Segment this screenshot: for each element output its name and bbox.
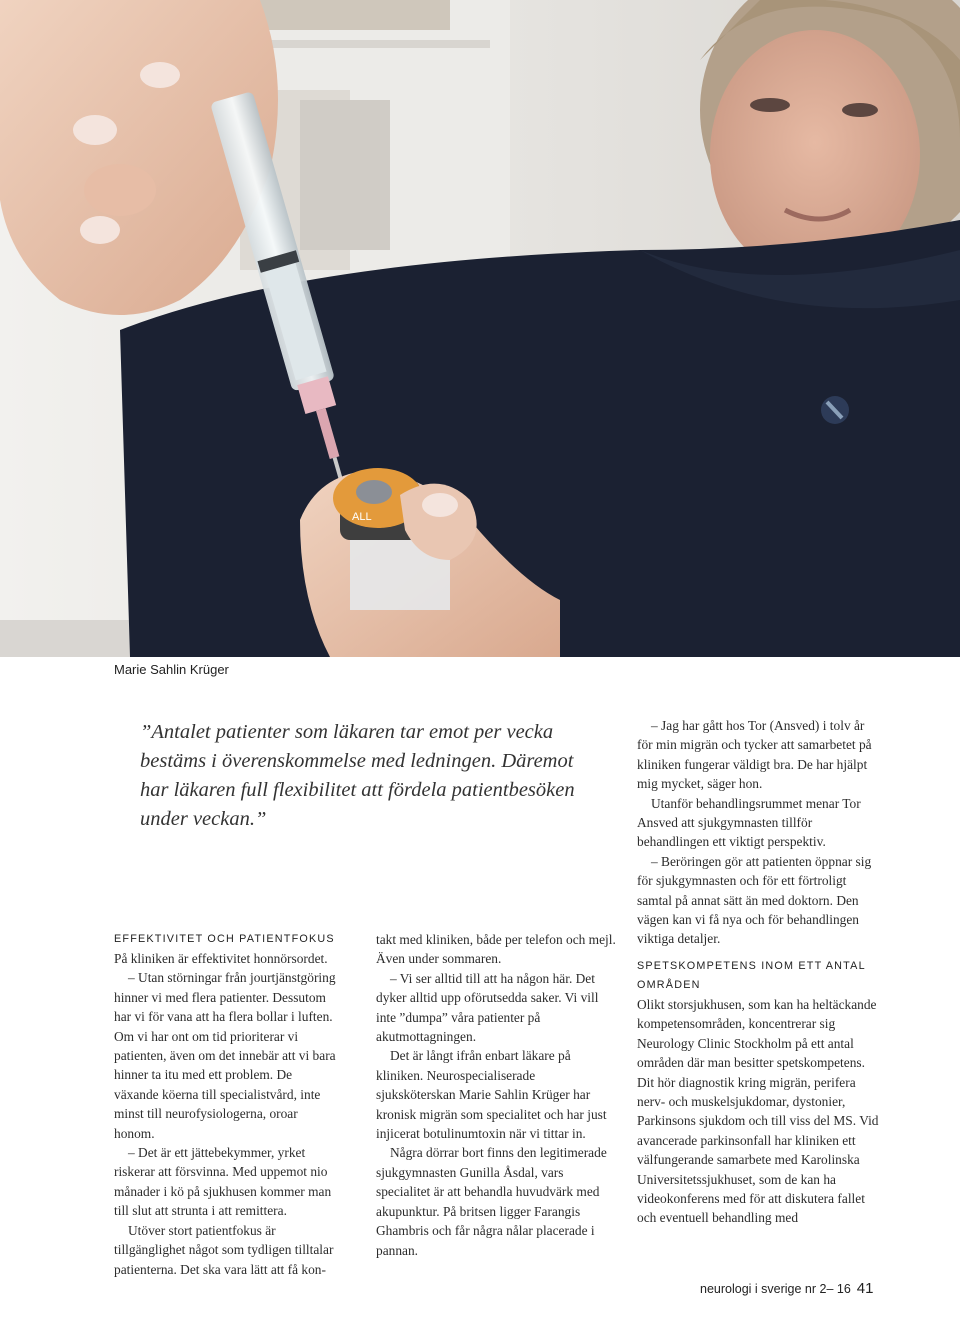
paragraph: Utöver stort patientfokus är tillgänglighet något som tydligen tilltalar patienterna. Det ska vara lätt att få kon- bbox=[114, 1222, 334, 1277]
text-column-3 bbox=[637, 716, 880, 1228]
section-heading-spetskompetens: SPETSKOMPETENS INOM ETT ANTAL OMRÅDEN bbox=[637, 959, 866, 991]
photo-caption: Marie Sahlin Krüger bbox=[114, 662, 229, 677]
pull-quote: ”Antalet patienter som läkaren tar emot per vecka bestäms i överenskommelse med ledningen. Däremot har läkaren full flexibilitet att fördela patientbesöken under veckan.” bbox=[140, 721, 575, 830]
article-photo bbox=[0, 0, 960, 657]
paragraph: Det är långt ifrån enbart läkare på kliniken. Neurospecialiserade sjuksköterskan Marie Sahlin Krüger har kronisk migrän som specialitet och har just injicerat botulinumtoxin när vi tittar in. bbox=[376, 1048, 607, 1142]
paragraph: – Vi ser alltid till att ha någon här. Det dyker alltid upp oförutsedda saker. Vi vill inte ”dumpa” våra patienter på akutmottagningen. bbox=[376, 970, 599, 1045]
paragraph: Olikt storsjukhusen, som kan ha heltäckande kompetensområden, koncentrerar sig Neurology Clinic Stockholm på ett antal områden där man besitter spetskompetens. Dit hör diagnostik kring migrän, perifera nerv- och muskelsjukdomar, dystonier, Parkinsons sjukdom och till viss del MS. Vid avancerade parkinsonfall har kliniken ett välfungerande samarbete med Karolinska Universitetssjukhuset, som de kan ha videokonferens med för att diskutera fallet och eventuell behandling med bbox=[637, 996, 879, 1226]
page-number: 41 bbox=[856, 1280, 874, 1297]
paragraph: – Det är ett jättebekymmer, yrket riskerar att försvinna. Med uppemot nio månader i kö på sjukhusen kommer man till slut att strunta i att remittera. bbox=[114, 1145, 332, 1219]
text-column-2 bbox=[376, 930, 616, 1260]
section-heading-effektivitet: EFFEKTIVITET OCH PATIENTFOKUS bbox=[114, 933, 335, 945]
paragraph: Utanför behandlingsrummet menar Tor Ansved att sjukgymnasten tillför behandlingen ett viktigt perspektiv. bbox=[637, 795, 861, 850]
vial-label: ALL bbox=[352, 511, 372, 523]
text-column-1 bbox=[114, 930, 339, 1279]
paragraph: takt med kliniken, både per telefon och mejl. Även under sommaren. bbox=[376, 932, 616, 967]
paragraph: – Beröringen gör att patienten öppnar sig för sjukgymnasten och för ett förtroligt samtal på annat sätt än med doktorn. Den vägen kan vi få nya och för behandlingen viktiga detaljer. bbox=[637, 853, 872, 947]
paragraph: Några dörrar bort finns den legitimerade sjukgymnasten Gunilla Åsdal, vars specialitet är att behandla huvudvärk med akupunktur. På britsen ligger Farangis Ghambris och får några nålar placerade i pannan. bbox=[376, 1145, 607, 1258]
page-footer bbox=[700, 1280, 873, 1297]
publication-name: neurologi i sverige nr 2– 16 bbox=[700, 1282, 851, 1296]
paragraph: – Utan störningar från jourtjänstgöring hinner vi med flera patienter. Dessutom har vi för vana att ha flera bollar i luften. Om vi har ont om tid prioriterar vi patienten, även om det innebär att vi bara hinner ta itu med ett problem. De växande köerna till specialistvård, inte minst till neurofysiologerna, oroar honom. bbox=[114, 970, 336, 1141]
paragraph: På kliniken är effektivitet honnörsordet. bbox=[114, 951, 328, 966]
photo-syringe-vial-icon bbox=[0, 0, 960, 657]
paragraph: – Jag har gått hos Tor (Ansved) i tolv år för min migrän och tycker att samarbetet på kliniken fungerar väldigt bra. De har hjälpt mig mycket, säger hon. bbox=[637, 718, 872, 792]
